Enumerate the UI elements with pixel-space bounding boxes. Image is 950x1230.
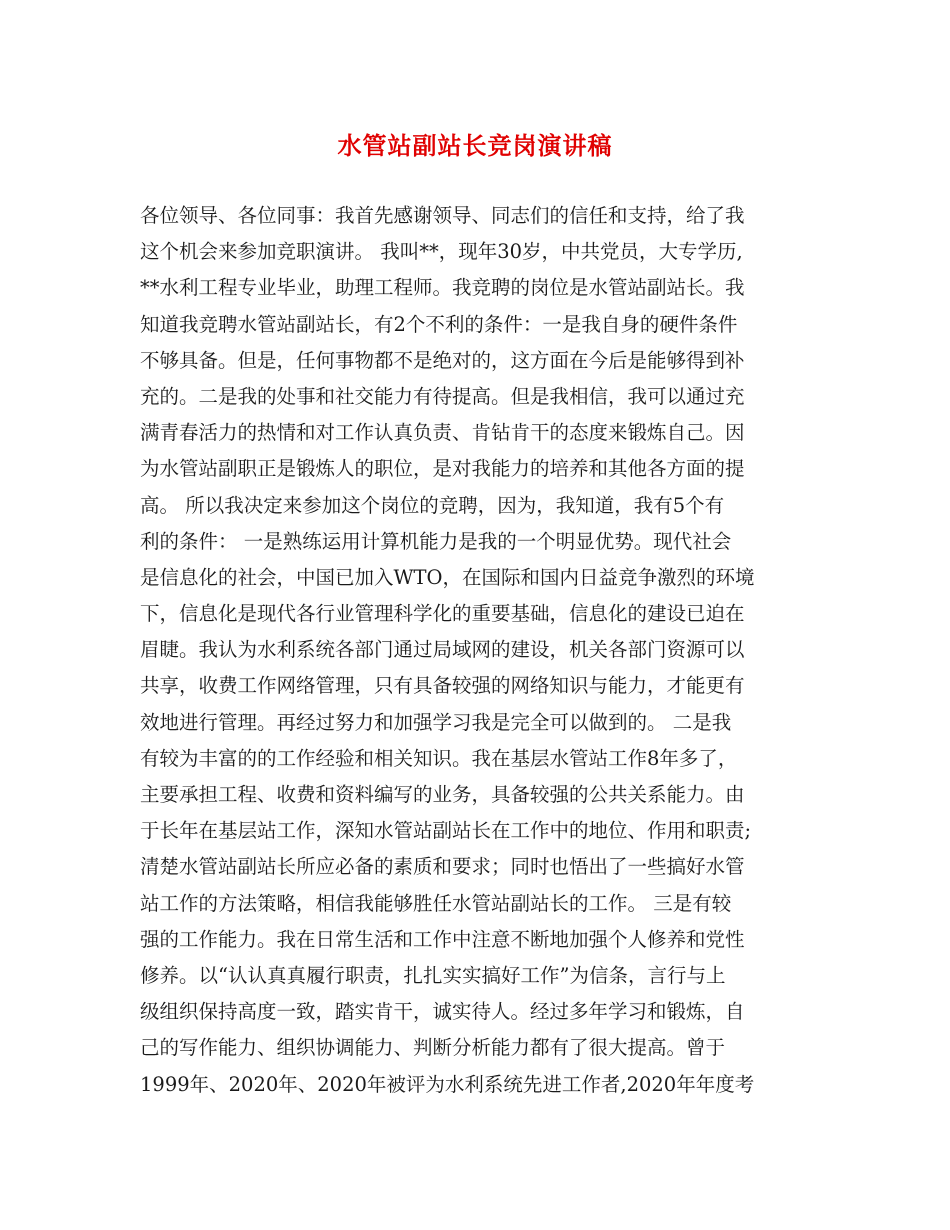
- body-line: 强的工作能力。我在日常生活和工作中注意不断地加强个人修养和党性: [140, 927, 745, 951]
- body-line: 高。 所以我决定来参加这个岗位的竞聘，因为，我知道，我有5个有: [140, 493, 725, 517]
- body-line: 不够具备。但是，任何事物都不是绝对的，这方面在今后是能够得到补: [140, 348, 745, 372]
- body-line: 知道我竞聘水管站副站长，有2个不利的条件：一是我自身的硬件条件: [140, 312, 738, 336]
- body-line: 有较为丰富的的工作经验和相关知识。我在基层水管站工作8年多了，: [140, 746, 738, 770]
- body-line: 这个机会来参加竞职演讲。 我叫**，现年30岁，中共党员，大专学历,: [140, 240, 743, 264]
- body-line: 己的写作能力、组织协调能力、判断分析能力都有了很大提高。曾于: [140, 1036, 726, 1060]
- body-line: 满青春活力的热情和对工作认真负责、肯钻肯干的态度来锻炼自己。因: [140, 421, 745, 445]
- body-line: 站工作的方法策略，相信我能够胜任水管站副站长的工作。 三是有较: [140, 891, 732, 915]
- body-line: 是信息化的社会，中国已加入WTO，在国际和国内日益竞争激烈的环境: [140, 565, 755, 589]
- body-line: 级组织保持高度一致，踏实肯干，诚实待人。经过多年学习和锻炼，自: [140, 1000, 745, 1024]
- body-line: 修养。以“认认真真履行职责，扎扎实实搞好工作”为信条，言行与上: [140, 963, 726, 987]
- body-line: **水利工程专业毕业，助理工程师。我竞聘的岗位是水管站副站长。我: [140, 276, 745, 300]
- body-line: 利的条件： 一是熟练运用计算机能力是我的一个明显优势。现代社会: [140, 529, 732, 553]
- body-line: 效地进行管理。再经过努力和加强学习我是完全可以做到的。 二是我: [140, 710, 732, 734]
- body-line: 下，信息化是现代各行业管理科学化的重要基础，信息化的建设已迫在: [140, 602, 745, 626]
- body-line: 清楚水管站副站长所应必备的素质和要求；同时也悟出了一些搞好水管: [140, 855, 745, 879]
- document-body: [140, 198, 830, 1103]
- body-line: 为水管站副职正是锻炼人的职位，是对我能力的培养和其他各方面的提: [140, 457, 745, 481]
- body-line: 充的。二是我的处事和社交能力有待提高。但是我相信，我可以通过充: [140, 384, 745, 408]
- body-line: 主要承担工程、收费和资料编写的业务，具备较强的公共关系能力。由: [140, 783, 745, 806]
- body-line: 于长年在基层站工作，深知水管站副站长在工作中的地位、作用和职责;: [140, 819, 752, 843]
- body-line: 眉睫。我认为水利系统各部门通过局域网的建设，机关各部门资源可以: [140, 638, 745, 662]
- body-line: 1999年、2020年、2020年被评为水利系统先进工作者,2020年年度考: [140, 1072, 755, 1096]
- body-line: 各位领导、各位同事：我首先感谢领导、同志们的信任和支持，给了我: [140, 204, 745, 227]
- body-line: 共享，收费工作网络管理，只有具备较强的网络知识与能力，才能更有: [140, 674, 745, 698]
- document-title: 水管站副站长竞岗演讲稿: [337, 131, 613, 160]
